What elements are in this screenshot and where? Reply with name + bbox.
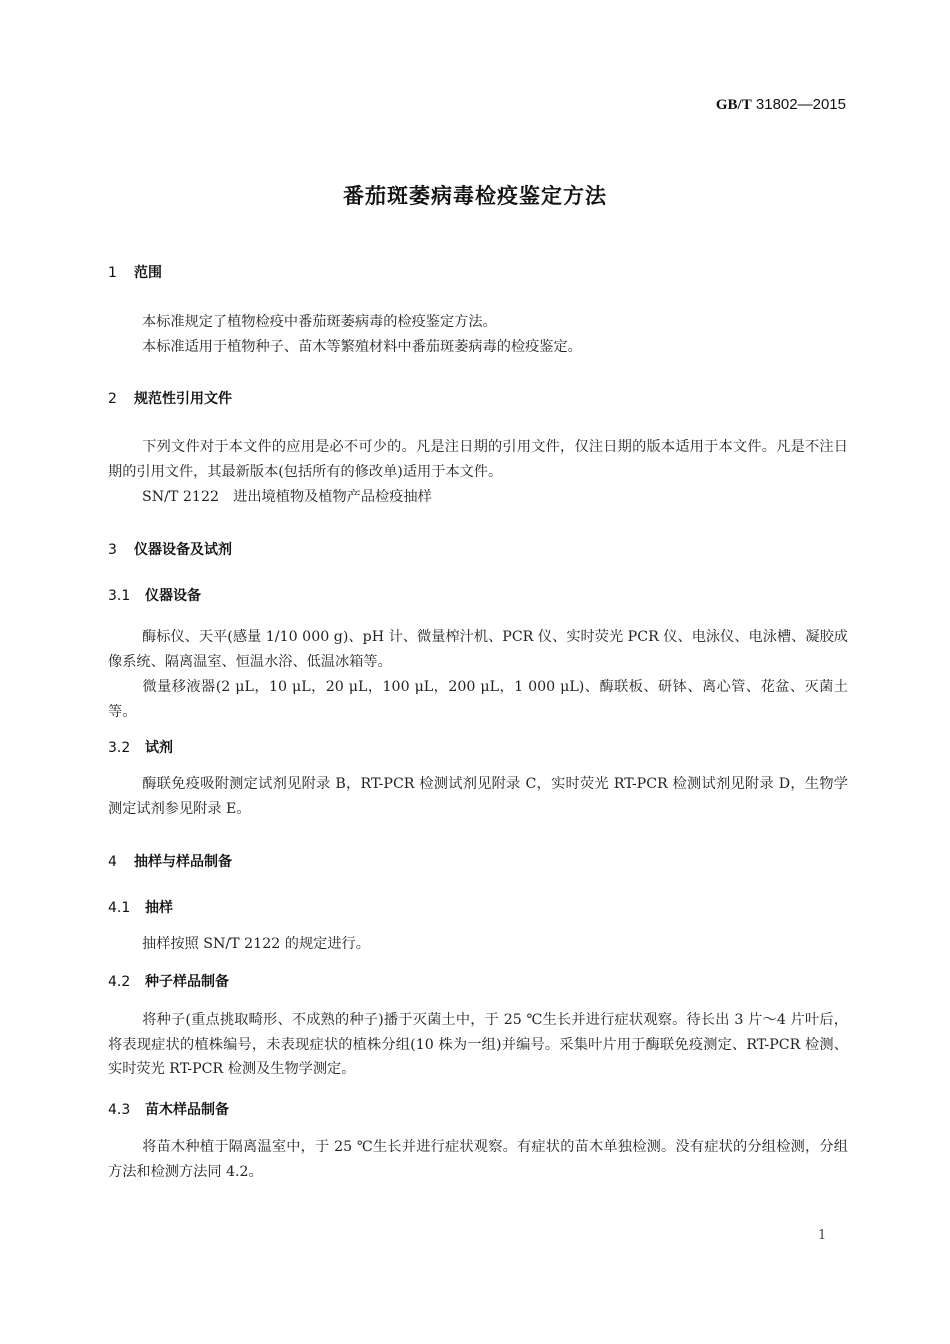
- section-4-1-heading: 4.1 抽样: [108, 900, 173, 916]
- standard-number: [716, 96, 846, 114]
- section-1-para-2: 本标准适用于植物种子、苗木等繁殖材料中番茄斑萎病毒的检疫鉴定。: [142, 339, 582, 355]
- standard-code: 31802—2015: [755, 96, 846, 113]
- section-4-1-para-1: 抽样按照 SN/T 2122 的规定进行。: [142, 936, 370, 952]
- section-2-heading: 2 规范性引用文件: [108, 391, 232, 407]
- standard-prefix: GB/T: [715, 97, 752, 113]
- section-3-2-para-1: 酶联免疫吸附测定试剂见附录 B，RT-PCR 检测试剂见附录 C，实时荧光 RT-PCR 检测试剂见附录 D，生物学测定试剂参见附录 E。: [108, 776, 848, 817]
- section-3-1-para-2: 微量移液器(2 μL，10 μL，20 μL，100 μL，200 μL，1 000 μL)、酶联板、研钵、离心管、花盆、灭菌土等。: [108, 679, 848, 720]
- section-4-heading: 4 抽样与样品制备: [108, 854, 232, 870]
- page-number: 1: [818, 1228, 827, 1243]
- section-1-heading: 1 范围: [108, 265, 162, 281]
- section-3-1-para-1: 酶标仪、天平(感量 1/10 000 g)、pH 计、微量榨汁机、PCR 仪、实时荧光 PCR 仪、电泳仪、电泳槽、凝胶成像系统、隔离温室、恒温水浴、低温冰箱等。: [108, 629, 848, 670]
- section-1-para-1: 本标准规定了植物检疫中番茄斑萎病毒的检疫鉴定方法。: [142, 314, 497, 330]
- document-title: 番茄斑萎病毒检疫鉴定方法: [343, 184, 607, 208]
- section-4-3-para-1: 将苗木种植于隔离温室中，于 25 ℃生长并进行症状观察。有症状的苗木单独检测。没有症状的分组检测，分组方法和检测方法同 4.2。: [108, 1139, 848, 1180]
- section-4-2-para-1: 将种子(重点挑取畸形、不成熟的种子)播于灭菌土中，于 25 ℃生长并进行症状观察。待长出 3 片～4 片叶后，将表现症状的植株编号，未表现症状的植株分组(10 株为一组)并编号。采集叶片用于酶联免疫测定、RT-PCR 检测、实时荧光 RT-PCR 检测及生物学测定。: [108, 1012, 848, 1077]
- section-4-2-heading: 4.2 种子样品制备: [108, 974, 229, 990]
- section-4-3-heading: 4.3 苗木样品制备: [108, 1102, 229, 1118]
- section-3-1-heading: 3.1 仪器设备: [108, 588, 201, 604]
- section-3-2-heading: 3.2 试剂: [108, 740, 173, 756]
- section-2-reference: SN/T 2122 进出境植物及植物产品检疫抽样: [142, 489, 432, 505]
- section-2-para-1: 下列文件对于本文件的应用是必不可少的。凡是注日期的引用文件，仅注日期的版本适用于本文件。凡是不注日期的引用文件，其最新版本(包括所有的修改单)适用于本文件。: [108, 439, 848, 480]
- section-3-heading: 3 仪器设备及试剂: [108, 542, 232, 558]
